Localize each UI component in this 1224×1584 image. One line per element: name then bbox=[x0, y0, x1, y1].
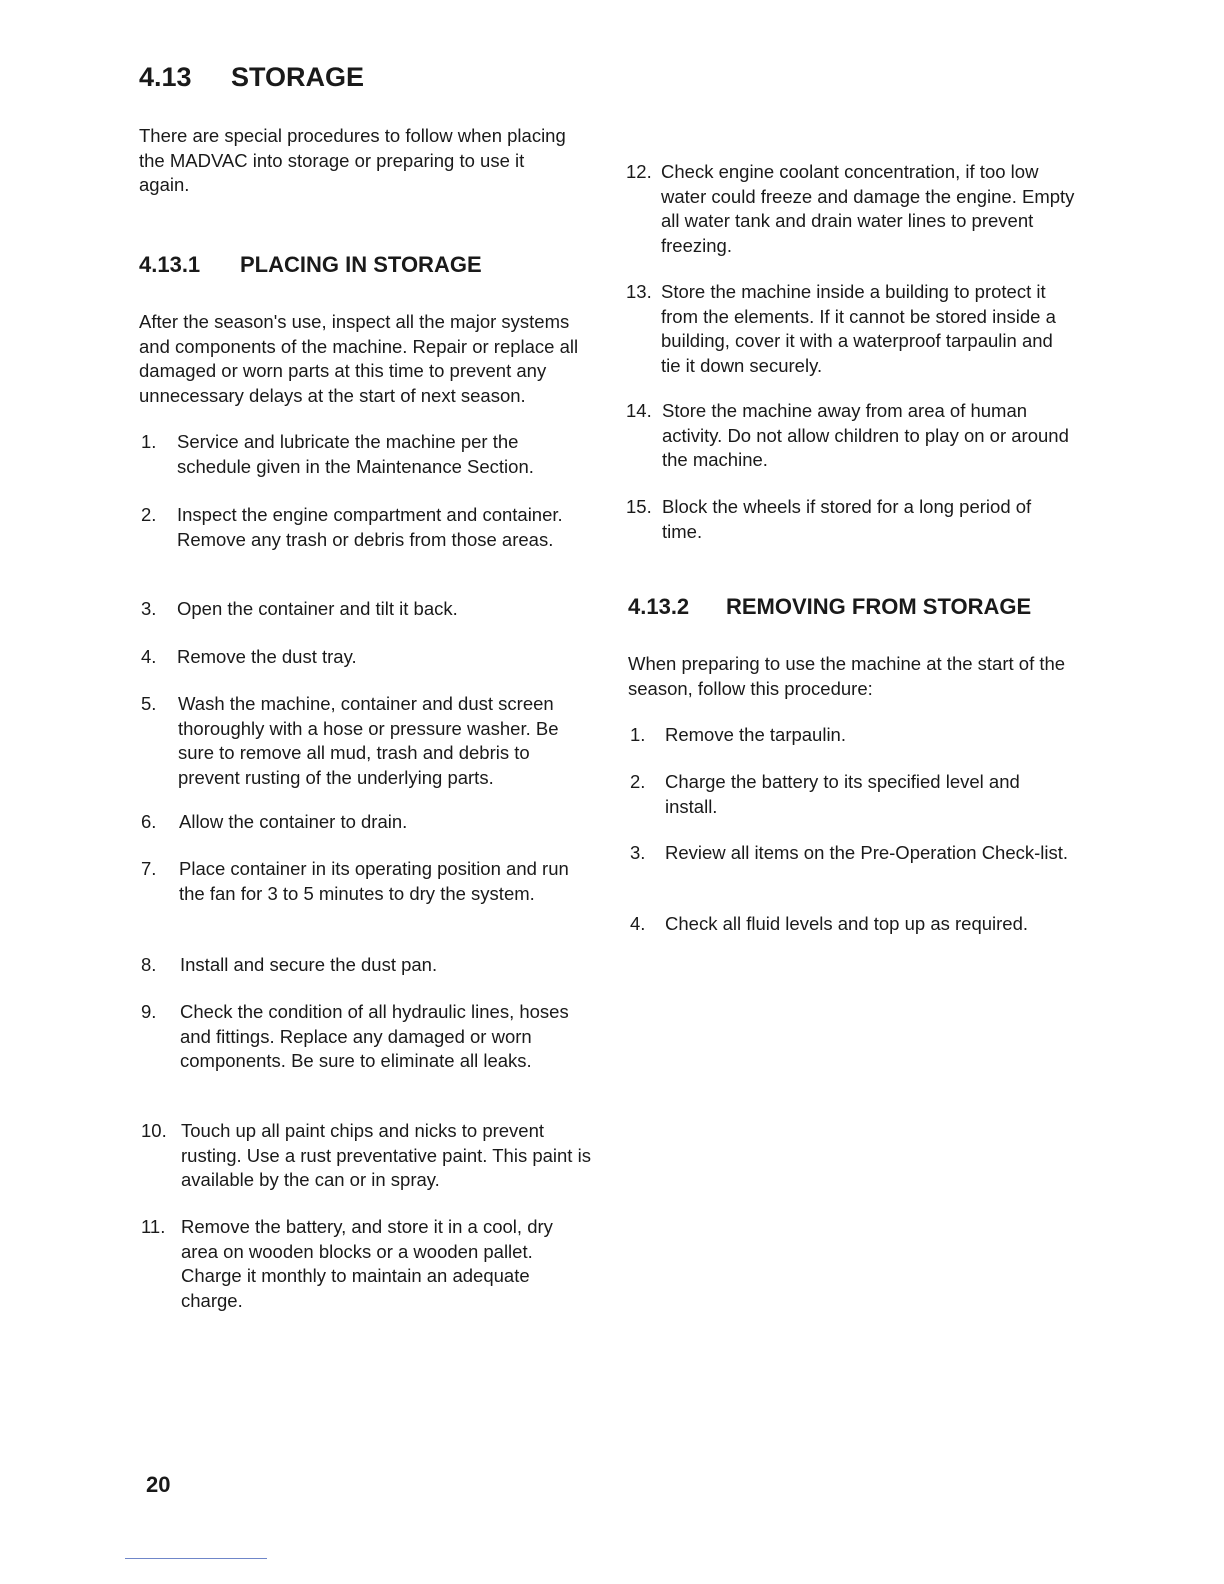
list-item-text: Touch up all paint chips and nicks to prevent rusting. Use a rust preventative paint. This paint is available by the can or in spray. bbox=[181, 1120, 591, 1190]
placing-title: PLACING IN STORAGE bbox=[240, 252, 482, 277]
list-item-text: Check all fluid levels and top up as required. bbox=[665, 913, 1029, 934]
list-item-number: 1. bbox=[141, 431, 157, 452]
list-item bbox=[141, 953, 591, 978]
section-title: STORAGE bbox=[231, 62, 365, 92]
list-item-number: 3. bbox=[141, 598, 157, 619]
list-item bbox=[630, 912, 1075, 937]
list-item-text: Store the machine away from area of human activity. Do not allow children to play on or around the machine. bbox=[662, 400, 1069, 470]
list-item-number: 8. bbox=[141, 954, 157, 975]
list-item-text: Review all items on the Pre-Operation Check-list. bbox=[665, 842, 1069, 863]
list-item-text: Check the condition of all hydraulic lines, hoses and fittings. Replace any damaged or worn components. Be sure to eliminate all leaks. bbox=[180, 1001, 569, 1071]
list-item-number: 9. bbox=[141, 1001, 157, 1022]
list-item-number: 7. bbox=[141, 858, 157, 879]
list-item bbox=[141, 503, 591, 552]
list-item-number: 14. bbox=[626, 400, 652, 421]
list-item bbox=[626, 495, 1076, 544]
list-item bbox=[141, 1215, 591, 1313]
list-item-number: 2. bbox=[630, 771, 646, 792]
list-item bbox=[141, 645, 591, 670]
list-item-number: 10. bbox=[141, 1120, 167, 1141]
section-number: 4.13 bbox=[139, 62, 192, 92]
list-item bbox=[630, 841, 1075, 866]
list-item-text: Store the machine inside a building to protect it from the elements. If it cannot be stored inside a building, cover it with a waterproof tarpaulin and tie it down securely. bbox=[661, 281, 1056, 376]
list-item-text: Remove the tarpaulin. bbox=[665, 724, 846, 745]
list-item-number: 12. bbox=[626, 161, 652, 182]
removing-number: 4.13.2 bbox=[628, 594, 690, 619]
removing-title: REMOVING FROM STORAGE bbox=[726, 594, 1032, 619]
list-item-text: Install and secure the dust pan. bbox=[180, 954, 438, 975]
list-item-number: 1. bbox=[630, 724, 646, 745]
list-item-text: Place container in its operating position and run the fan for 3 to 5 minutes to dry the system. bbox=[179, 858, 569, 904]
list-item-number: 2. bbox=[141, 504, 157, 525]
list-item-text: Remove the battery, and store it in a cool, dry area on wooden blocks or a wooden pallet. Charge it monthly to maintain an adequate charge. bbox=[181, 1216, 553, 1311]
page-number: 20 bbox=[146, 1472, 171, 1497]
removing-intro: When preparing to use the machine at the start of the season, follow this procedure: bbox=[628, 653, 1066, 699]
list-item-text: Check engine coolant concentration, if too low water could freeze and damage the engine. Empty all water tank and drain water lines to prevent freezing. bbox=[661, 161, 1075, 256]
list-item-text: Inspect the engine compartment and container. Remove any trash or debris from those areas. bbox=[177, 504, 563, 550]
placing-heading bbox=[139, 252, 482, 278]
list-item-number: 4. bbox=[141, 646, 157, 667]
list-item-text: Charge the battery to its specified level and install. bbox=[665, 771, 1020, 817]
list-item bbox=[141, 430, 591, 479]
list-item-text: Block the wheels if stored for a long period of time. bbox=[662, 496, 1032, 542]
list-item bbox=[141, 1119, 591, 1193]
list-item-number: 6. bbox=[141, 811, 157, 832]
list-item bbox=[630, 723, 1075, 748]
list-item-text: Service and lubricate the machine per the schedule given in the Maintenance Section. bbox=[177, 431, 534, 477]
footer-divider bbox=[125, 1558, 267, 1559]
list-item bbox=[141, 857, 591, 906]
section-intro: There are special procedures to follow when placing the MADVAC into storage or preparing to use it again. bbox=[139, 125, 566, 195]
list-item-number: 3. bbox=[630, 842, 646, 863]
list-item-text: Allow the container to drain. bbox=[179, 811, 408, 832]
list-item-number: 11. bbox=[141, 1216, 166, 1237]
list-item bbox=[630, 770, 1075, 819]
list-item bbox=[141, 597, 591, 622]
list-item-number: 5. bbox=[141, 693, 157, 714]
list-item bbox=[141, 692, 596, 790]
list-item-text: Open the container and tilt it back. bbox=[177, 598, 458, 619]
list-item bbox=[141, 810, 591, 835]
placing-intro: After the season's use, inspect all the major systems and components of the machine. Repair or replace all damaged or worn parts at this time to prevent any unnecessary delays at the start of next season. bbox=[139, 311, 579, 406]
removing-heading bbox=[628, 594, 1031, 620]
list-item-text: Remove the dust tray. bbox=[177, 646, 357, 667]
list-item-text: Wash the machine, container and dust screen thoroughly with a hose or pressure washer. Be sure to remove all mud, trash and debris to prevent rusting of the underlying parts. bbox=[178, 693, 559, 788]
placing-number: 4.13.1 bbox=[139, 252, 201, 277]
list-item bbox=[626, 280, 1076, 378]
list-item-number: 13. bbox=[626, 281, 652, 302]
section-heading bbox=[139, 62, 364, 93]
list-item bbox=[141, 1000, 591, 1074]
list-item-number: 4. bbox=[630, 913, 646, 934]
list-item-number: 15. bbox=[626, 496, 652, 517]
list-item bbox=[626, 399, 1076, 473]
list-item bbox=[626, 160, 1076, 258]
